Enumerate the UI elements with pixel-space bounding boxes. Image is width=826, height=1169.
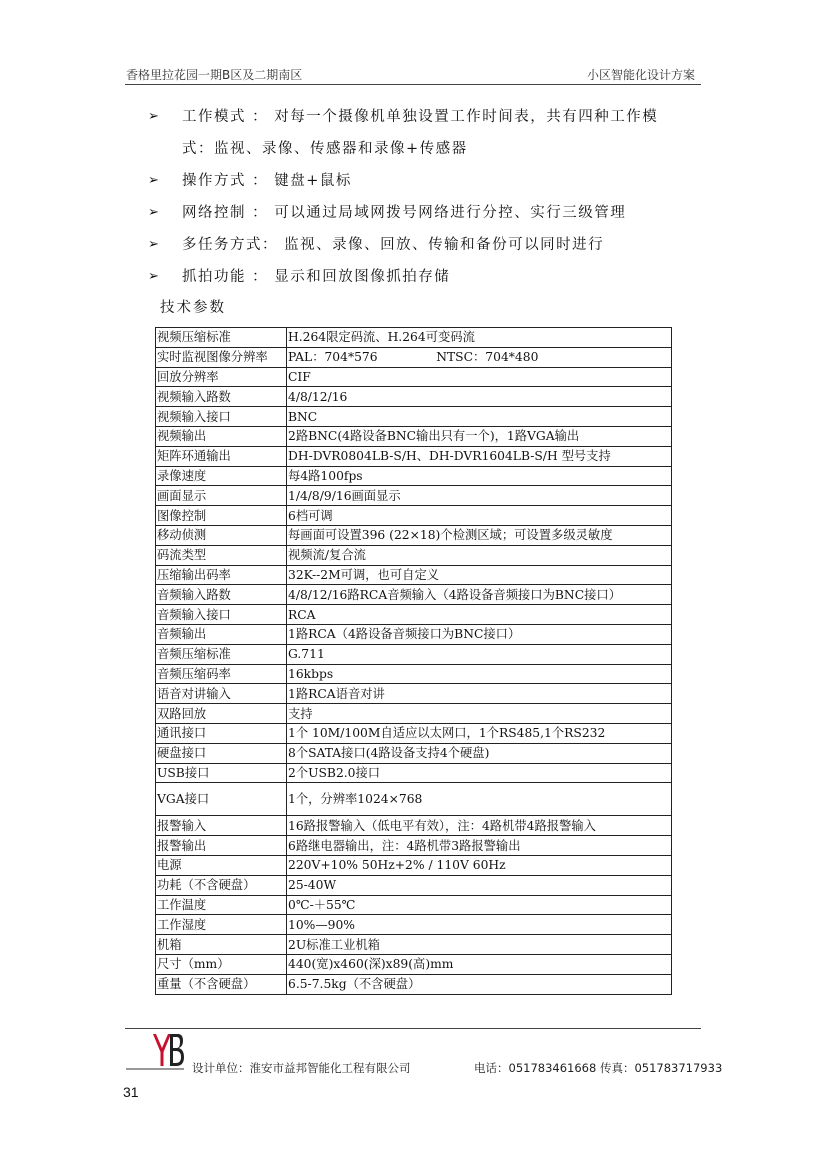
spec-key: 硬盘接口 <box>156 743 287 763</box>
footer-divider <box>125 1028 701 1029</box>
feature-list <box>148 101 708 293</box>
spec-value: 视频流/复合流 <box>287 545 672 565</box>
spec-value: 4/8/12/16路RCA音频输入（4路设备音频接口为BNC接口） <box>287 585 672 605</box>
spec-value: H.264限定码流、H.264可变码流 <box>287 328 672 348</box>
spec-value: 2U标准工业机箱 <box>287 935 672 955</box>
spec-value: 25-40W <box>287 875 672 895</box>
spec-row <box>156 743 672 763</box>
spec-row <box>156 426 672 446</box>
spec-value: 0℃-＋55℃ <box>287 895 672 915</box>
spec-value: 220V+10% 50Hz+2% / 110V 60Hz <box>287 855 672 875</box>
spec-key: 录像速度 <box>156 466 287 486</box>
header-left-title: 香格里拉花园一期B区及二期南区 <box>126 68 303 82</box>
spec-row <box>156 816 672 836</box>
spec-key: 工作湿度 <box>156 915 287 935</box>
spec-value: BNC <box>287 407 672 427</box>
feature-item <box>148 229 708 261</box>
design-unit: 设计单位：淮安市益邦智能化工程有限公司 <box>192 1061 411 1075</box>
spec-row <box>156 684 672 704</box>
feature-item <box>148 165 708 197</box>
spec-row <box>156 855 672 875</box>
spec-key: 视频输入接口 <box>156 407 287 427</box>
arrow-bullet-icon: ➢ <box>148 205 161 220</box>
spec-value: 2路BNC(4路设备BNC输出只有一个)，1路VGA输出 <box>287 426 672 446</box>
spec-row <box>156 644 672 664</box>
spec-key: 音频输入接口 <box>156 605 287 625</box>
spec-key: 功耗（不含硬盘） <box>156 875 287 895</box>
spec-value: RCA <box>287 605 672 625</box>
spec-row <box>156 328 672 348</box>
spec-row <box>156 763 672 783</box>
feature-item <box>148 101 708 165</box>
spec-row <box>156 367 672 387</box>
spec-value: 4/8/12/16 <box>287 387 672 407</box>
spec-key: 语音对讲输入 <box>156 684 287 704</box>
spec-value: 支持 <box>287 704 672 724</box>
feature-title: 工作模式 ： <box>182 109 269 125</box>
spec-key: 音频压缩码率 <box>156 664 287 684</box>
spec-row <box>156 446 672 466</box>
spec-value: 每4路100fps <box>287 466 672 486</box>
spec-row <box>156 407 672 427</box>
spec-row <box>156 486 672 506</box>
spec-key: 实时监视图像分辨率 <box>156 347 287 367</box>
spec-key: 移动侦测 <box>156 525 287 545</box>
spec-key: 视频输出 <box>156 426 287 446</box>
feature-item <box>148 261 708 293</box>
spec-value: 16kbps <box>287 664 672 684</box>
spec-value: 1/4/8/9/16画面显示 <box>287 486 672 506</box>
spec-row <box>156 783 672 816</box>
spec-row <box>156 836 672 856</box>
feature-title: 操作方式 ： <box>182 173 269 189</box>
feature-text: 可以通过局域网拨号网络进行分控、实行三级管理 <box>274 205 627 221</box>
spec-row <box>156 466 672 486</box>
spec-key: 矩阵环通输出 <box>156 446 287 466</box>
spec-value: 每画面可设置396 (22×18)个检测区域；可设置多级灵敏度 <box>287 525 672 545</box>
spec-value: G.711 <box>287 644 672 664</box>
spec-row <box>156 723 672 743</box>
spec-value: 1个 10M/100M自适应以太网口，1个RS485,1个RS232 <box>287 723 672 743</box>
spec-key: 机箱 <box>156 935 287 955</box>
spec-key: 音频输入路数 <box>156 585 287 605</box>
spec-key: 音频输出 <box>156 624 287 644</box>
header-right-title: 小区智能化设计方案 <box>586 68 695 82</box>
spec-value: 6档可调 <box>287 506 672 526</box>
spec-value: 32K--2M可调，也可自定义 <box>287 565 672 585</box>
section-title: 技术参数 <box>160 300 226 316</box>
spec-key: 压缩输出码率 <box>156 565 287 585</box>
spec-value: CIF <box>287 367 672 387</box>
spec-row <box>156 935 672 955</box>
feature-text: 对每一个摄像机单独设置工作时间表，共有四种工作模 <box>274 109 659 125</box>
spec-key: 图像控制 <box>156 506 287 526</box>
feature-title: 多任务方式： <box>182 237 278 253</box>
spec-value: 440(宽)x460(深)x89(高)mm <box>287 954 672 974</box>
spec-table-body <box>156 328 672 995</box>
spec-value: 1路RCA语音对讲 <box>287 684 672 704</box>
spec-key: 码流类型 <box>156 545 287 565</box>
spec-value: PAL：704*576 NTSC：704*480 <box>287 347 672 367</box>
spec-row <box>156 624 672 644</box>
spec-value: 8个SATA接口(4路设备支持4个硬盘) <box>287 743 672 763</box>
spec-row <box>156 347 672 367</box>
arrow-bullet-icon: ➢ <box>148 173 161 188</box>
arrow-bullet-icon: ➢ <box>148 109 161 124</box>
spec-row <box>156 895 672 915</box>
spec-row <box>156 704 672 724</box>
spec-row <box>156 915 672 935</box>
spec-key: 报警输出 <box>156 836 287 856</box>
spec-key: 双路回放 <box>156 704 287 724</box>
feature-text: 监视、录像、回放、传输和备份可以同时进行 <box>284 237 605 253</box>
spec-row <box>156 605 672 625</box>
spec-row <box>156 387 672 407</box>
spec-table <box>155 327 672 995</box>
spec-value: 1路RCA（4路设备音频接口为BNC接口） <box>287 624 672 644</box>
header-divider <box>125 84 701 85</box>
feature-text: 键盘+鼠标 <box>274 173 352 189</box>
spec-value: 16路报警输入（低电平有效），注：4路机带4路报警输入 <box>287 816 672 836</box>
spec-value: 6.5-7.5kg（不含硬盘） <box>287 974 672 994</box>
spec-row <box>156 585 672 605</box>
spec-key: 报警输入 <box>156 816 287 836</box>
spec-row <box>156 525 672 545</box>
spec-key: 电源 <box>156 855 287 875</box>
spec-row <box>156 565 672 585</box>
spec-key: VGA接口 <box>156 783 287 816</box>
spec-value: 10%—90% <box>287 915 672 935</box>
spec-value: 6路继电器输出，注：4路机带3路报警输出 <box>287 836 672 856</box>
spec-row <box>156 664 672 684</box>
spec-key: 视频压缩标准 <box>156 328 287 348</box>
spec-key: 回放分辨率 <box>156 367 287 387</box>
spec-key: 重量（不含硬盘） <box>156 974 287 994</box>
page-number: 31 <box>123 1084 139 1100</box>
arrow-bullet-icon: ➢ <box>148 269 161 284</box>
feature-item <box>148 197 708 229</box>
spec-value: DH-DVR0804LB-S/H、DH-DVR1604LB-S/H 型号支持 <box>287 446 672 466</box>
feature-text: 显示和回放图像抓拍存储 <box>274 269 451 285</box>
spec-row <box>156 506 672 526</box>
spec-key: USB接口 <box>156 763 287 783</box>
contact-phone: 电话：051783461668 传真：051783717933 <box>474 1061 723 1075</box>
spec-key: 画面显示 <box>156 486 287 506</box>
feature-title: 抓拍功能 ： <box>182 269 269 285</box>
spec-row <box>156 875 672 895</box>
spec-key: 视频输入路数 <box>156 387 287 407</box>
spec-key: 尺寸（mm） <box>156 954 287 974</box>
spec-value: 2个USB2.0接口 <box>287 763 672 783</box>
spec-value: 1个，分辨率1024×768 <box>287 783 672 816</box>
spec-row <box>156 545 672 565</box>
spec-key: 工作温度 <box>156 895 287 915</box>
spec-row <box>156 974 672 994</box>
spec-row <box>156 954 672 974</box>
spec-key: 音频压缩标准 <box>156 644 287 664</box>
arrow-bullet-icon: ➢ <box>148 237 161 252</box>
feature-title: 网络控制 ： <box>182 205 269 221</box>
spec-key: 通讯接口 <box>156 723 287 743</box>
feature-text-continuation: 式：监视、录像、传感器和录像+传感器 <box>182 141 468 157</box>
company-logo <box>126 1032 184 1072</box>
